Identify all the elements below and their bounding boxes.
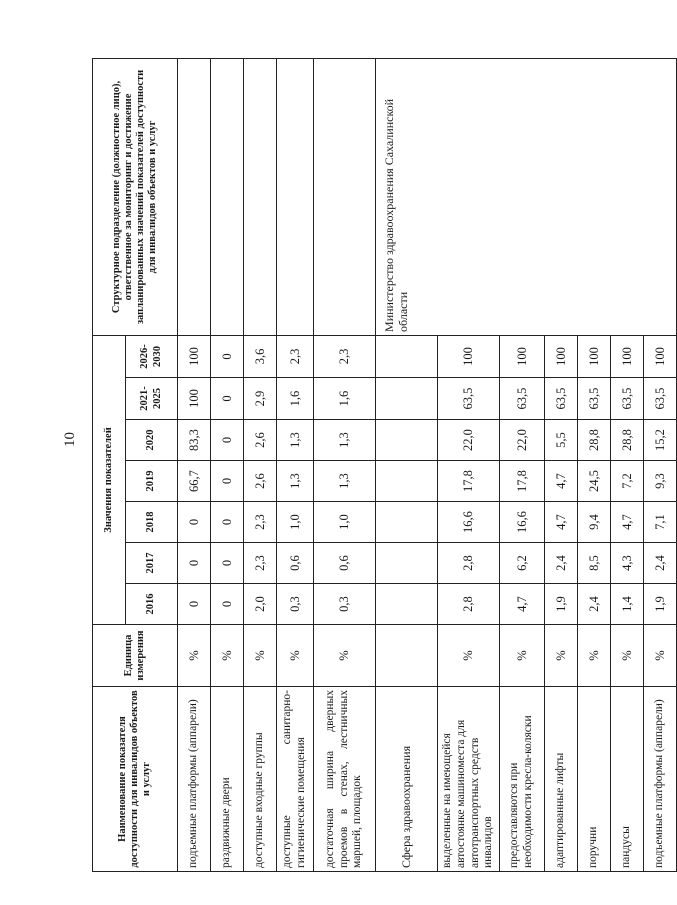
value-cell: 1,6 (277, 378, 314, 420)
value-cell: 9,3 (644, 461, 677, 502)
value-cell: 7,2 (611, 461, 644, 502)
value-cell: 100 (178, 335, 211, 377)
value-cell: 1,3 (314, 461, 376, 502)
value-cell: 1,4 (611, 584, 644, 625)
value-cell: 5,5 (545, 420, 578, 461)
value-cell: 2,3 (244, 502, 277, 543)
section-row (376, 58, 438, 871)
unit-cell: % (244, 625, 277, 687)
value-cell: 100 (578, 335, 611, 377)
value-cell: 100 (611, 335, 644, 377)
header-responsible: Структурное подразделение (должностное лицо), ответственное за мониторинг и достижение запланированных значений показателей доступности для инвалидов объектов и услуг (93, 58, 178, 335)
value-cell: 0 (211, 543, 244, 584)
value-cell: 0 (211, 461, 244, 502)
value-cell: 0 (211, 502, 244, 543)
empty-cell (376, 502, 438, 543)
value-cell: 24,5 (578, 461, 611, 502)
responsible-cell (277, 58, 314, 335)
value-cell: 63,5 (644, 378, 677, 420)
unit-cell: % (178, 625, 211, 687)
value-cell: 2,4 (545, 543, 578, 584)
value-cell: 2,3 (277, 335, 314, 377)
value-cell: 16,6 (438, 502, 500, 543)
indicator-name: адаптированные лифты (545, 687, 578, 872)
unit-cell: % (644, 625, 677, 687)
unit-cell: % (578, 625, 611, 687)
value-cell: 1,9 (644, 584, 677, 625)
table-row (211, 58, 244, 871)
value-cell: 2,4 (578, 584, 611, 625)
header-row-1 (93, 58, 126, 871)
value-cell: 83,3 (178, 420, 211, 461)
responsible-cell (314, 58, 376, 335)
value-cell: 0 (178, 502, 211, 543)
indicator-name: предоставляются при необходимости кресла-коляски (500, 687, 545, 872)
indicator-name: доступные входные группы (244, 687, 277, 872)
value-cell: 2,3 (314, 335, 376, 377)
header-values-group: Значения показателей (93, 335, 126, 624)
table-row (314, 58, 376, 871)
value-cell: 0,3 (314, 584, 376, 625)
value-cell: 1,0 (314, 502, 376, 543)
value-cell: 2,4 (644, 543, 677, 584)
value-cell: 4,7 (545, 461, 578, 502)
value-cell: 100 (644, 335, 677, 377)
indicator-name: доступные санитарно-гигиенические помещения (277, 687, 314, 872)
value-cell: 2,0 (244, 584, 277, 625)
value-cell: 100 (545, 335, 578, 377)
indicator-name: пандусы (611, 687, 644, 872)
value-cell: 66,7 (178, 461, 211, 502)
value-cell: 7,1 (644, 502, 677, 543)
value-cell: 4,7 (611, 502, 644, 543)
unit-cell: % (611, 625, 644, 687)
indicator-name: подъемные платформы (аппарели) (178, 687, 211, 872)
table-row (178, 58, 211, 871)
header-year: 2021-2025 (126, 378, 178, 420)
value-cell: 63,5 (545, 378, 578, 420)
value-cell: 1,3 (277, 461, 314, 502)
value-cell: 4,3 (611, 543, 644, 584)
empty-cell (376, 461, 438, 502)
table-row (277, 58, 314, 871)
value-cell: 28,8 (578, 420, 611, 461)
value-cell: 2,8 (438, 543, 500, 584)
indicator-name: поручни (578, 687, 611, 872)
empty-cell (376, 625, 438, 687)
value-cell: 0,3 (277, 584, 314, 625)
value-cell: 0 (178, 584, 211, 625)
value-cell: 1,9 (545, 584, 578, 625)
header-year: 2019 (126, 461, 178, 502)
empty-cell (376, 420, 438, 461)
value-cell: 15,2 (644, 420, 677, 461)
value-cell: 16,6 (500, 502, 545, 543)
empty-cell (376, 584, 438, 625)
value-cell: 63,5 (438, 378, 500, 420)
value-cell: 0,6 (314, 543, 376, 584)
unit-cell: % (314, 625, 376, 687)
value-cell: 1,6 (314, 378, 376, 420)
value-cell: 2,8 (438, 584, 500, 625)
accessibility-indicators-table (92, 58, 677, 872)
value-cell: 3,6 (244, 335, 277, 377)
responsible-cell (211, 58, 244, 335)
value-cell: 0 (211, 584, 244, 625)
rotated-table-wrapper (92, 59, 667, 872)
header-year: 2016 (126, 584, 178, 625)
value-cell: 4,7 (545, 502, 578, 543)
value-cell: 22,0 (438, 420, 500, 461)
value-cell: 0 (178, 543, 211, 584)
unit-cell: % (545, 625, 578, 687)
value-cell: 28,8 (611, 420, 644, 461)
responsible-cell (178, 58, 211, 335)
header-year: 2017 (126, 543, 178, 584)
value-cell: 0 (211, 420, 244, 461)
value-cell: 17,8 (500, 461, 545, 502)
value-cell: 0,6 (277, 543, 314, 584)
indicator-name: раздвижные двери (211, 687, 244, 872)
unit-cell: % (500, 625, 545, 687)
value-cell: 17,8 (438, 461, 500, 502)
empty-cell (376, 378, 438, 420)
value-cell: 1,3 (314, 420, 376, 461)
value-cell: 100 (500, 335, 545, 377)
unit-cell: % (277, 625, 314, 687)
value-cell: 63,5 (578, 378, 611, 420)
header-year: 2026-2030 (126, 335, 178, 377)
section-name: Сфера здравоохранения (376, 687, 438, 872)
value-cell: 22,0 (500, 420, 545, 461)
empty-cell (376, 543, 438, 584)
header-year: 2018 (126, 502, 178, 543)
value-cell: 2,6 (244, 461, 277, 502)
responsible-cell (244, 58, 277, 335)
value-cell: 8,5 (578, 543, 611, 584)
empty-cell (376, 335, 438, 377)
value-cell: 63,5 (611, 378, 644, 420)
unit-cell: % (211, 625, 244, 687)
page-number: 10 (62, 432, 78, 447)
header-indicator-name: Наименование показателя доступности для инвалидов объектов и услуг (93, 687, 178, 872)
value-cell: 4,7 (500, 584, 545, 625)
indicator-name: достаточная ширина дверных проемов в стенах, лестничных маршей, площадок (314, 687, 376, 872)
value-cell: 0 (211, 378, 244, 420)
value-cell: 2,9 (244, 378, 277, 420)
table-row (244, 58, 277, 871)
unit-cell: % (438, 625, 500, 687)
value-cell: 2,3 (244, 543, 277, 584)
value-cell: 63,5 (500, 378, 545, 420)
indicator-name: выделенные на имеющейся автостоянке машиноместа для автотранспортных средств инвалидов (438, 687, 500, 872)
value-cell: 6,2 (500, 543, 545, 584)
value-cell: 9,4 (578, 502, 611, 543)
value-cell: 0 (211, 335, 244, 377)
header-year: 2020 (126, 420, 178, 461)
indicator-name: подъемные платформы (аппарели) (644, 687, 677, 872)
value-cell: 1,3 (277, 420, 314, 461)
value-cell: 1,0 (277, 502, 314, 543)
value-cell: 100 (178, 378, 211, 420)
header-unit: Единица измерения (93, 625, 178, 687)
value-cell: 2,6 (244, 420, 277, 461)
value-cell: 100 (438, 335, 500, 377)
section-responsible: Министерство здравоохранения Сахалинской области (376, 58, 677, 335)
